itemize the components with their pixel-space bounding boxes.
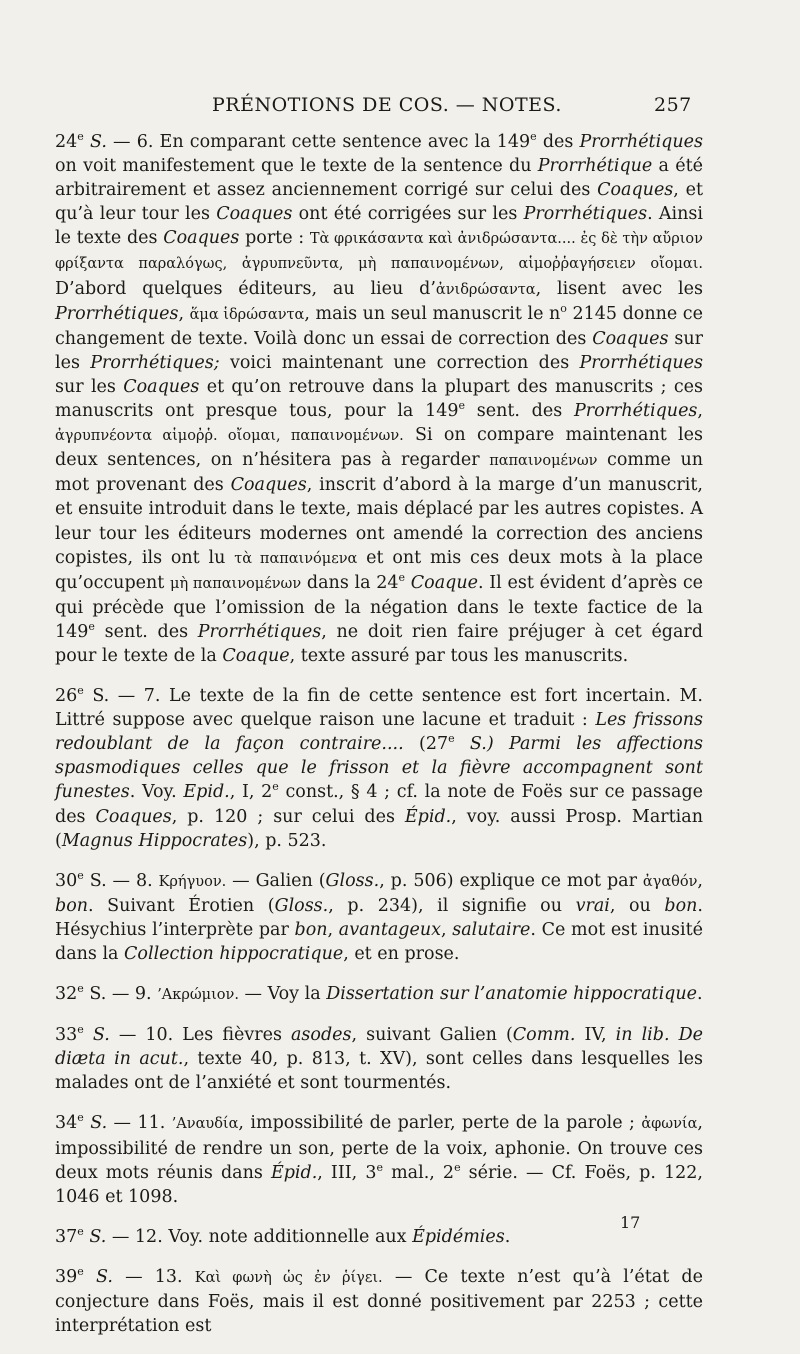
superscript: e bbox=[77, 1265, 84, 1279]
italic-text: Parmi les affections spasmodiques celles que le frisson et la fièvre accompagnent sont funestes bbox=[55, 734, 703, 803]
superscript: e bbox=[272, 780, 279, 794]
italic-text: Prorrhétiques bbox=[523, 204, 648, 225]
text-run: 32 bbox=[55, 984, 78, 1005]
text-run: , bbox=[441, 919, 453, 940]
text-run: sent. des bbox=[94, 621, 198, 642]
greek-text: ἅμα ἱδρώσαντα bbox=[189, 306, 305, 323]
text-run: 2145 donne ce changement de texte. Voilà donc un essai de correction des bbox=[55, 303, 703, 349]
italic-text: bon bbox=[664, 895, 698, 916]
signature-mark: 17 bbox=[620, 1213, 641, 1232]
text-run: IV, bbox=[575, 1025, 616, 1046]
text-run: ), p. 523. bbox=[247, 830, 327, 851]
text-run: dans la 24 bbox=[301, 572, 399, 593]
text-run: a été arbitrairement et assez anciennement corrigé sur celui des bbox=[55, 156, 703, 201]
italic-text: Coaques bbox=[123, 376, 200, 397]
text-run: S. — 8. bbox=[83, 870, 159, 891]
page-number: 257 bbox=[654, 94, 692, 116]
text-run: — Voy la bbox=[238, 984, 327, 1005]
text-run: , suivant Galien ( bbox=[351, 1025, 513, 1046]
italic-text: S. bbox=[83, 1266, 113, 1287]
text-run: , ou bbox=[609, 895, 665, 916]
note-paragraph bbox=[55, 1023, 703, 1095]
italic-text: S.) bbox=[454, 734, 494, 755]
superscript: e bbox=[458, 399, 465, 413]
note-paragraph bbox=[55, 1111, 703, 1208]
text-run: , bbox=[178, 303, 190, 324]
italic-text: Coaque bbox=[405, 572, 478, 593]
text-run: , impossibilité de rendre un son, perte de la voix, aphonie. On trouve ces deux mots réunis dans bbox=[55, 1113, 703, 1183]
superscript: e bbox=[454, 1160, 461, 1174]
italic-text: S. bbox=[83, 132, 107, 152]
italic-text: Les frissons redoublant de la façon contraire.... bbox=[55, 710, 703, 755]
text-run: , III, 3 bbox=[317, 1162, 377, 1183]
text-run: const., § 4 ; cf. la note de Foës sur ce passage des bbox=[55, 782, 703, 827]
superscript: e bbox=[77, 1225, 84, 1239]
note-paragraph bbox=[55, 1225, 703, 1249]
text-run: et qu’on retrouve dans la plupart des manuscrits ; ces manuscrits ont presque tous, pour la 149 bbox=[55, 376, 703, 422]
superscript: e bbox=[77, 982, 84, 996]
superscript: e bbox=[448, 732, 455, 746]
greek-text: ἀγαθόν bbox=[642, 873, 698, 890]
italic-text: Magnus Hippocrates bbox=[61, 830, 248, 851]
italic-text: Coaque bbox=[222, 645, 290, 666]
text-run: , texte 40, p. 813, t. XV), sont celles dans lesquelles les malades ont de l’anxiété et sont tourmentés. bbox=[55, 1049, 704, 1094]
italic-text: Epid. bbox=[183, 782, 230, 803]
italic-text: bon bbox=[55, 895, 89, 916]
text-run: , mais un seul manuscrit le n bbox=[304, 303, 561, 324]
superscript: e bbox=[77, 1023, 84, 1037]
italic-text: Coaques bbox=[163, 228, 240, 249]
italic-text: Épid. bbox=[270, 1162, 318, 1183]
italic-text: S. bbox=[83, 1113, 108, 1134]
italic-text: Gloss. bbox=[325, 870, 380, 891]
italic-text: Comm. bbox=[512, 1025, 576, 1046]
italic-text: in lib. De diæta in acut. bbox=[55, 1025, 703, 1070]
text-run: Si on compare maintenant les deux sentences, on n’hésitera pas à regarder bbox=[55, 425, 703, 471]
italic-text: vrai bbox=[575, 895, 610, 916]
greek-text: τὰ παπαινόμενα bbox=[234, 550, 358, 567]
italic-text: Coaques bbox=[597, 180, 674, 201]
text-run: on voit manifestement que le texte de la sentence du bbox=[55, 156, 538, 177]
italic-text: Prorrhétique bbox=[537, 156, 653, 177]
text-run: — 6. En comparant cette sentence avec la 149 bbox=[106, 132, 531, 152]
text-run: — Galien ( bbox=[226, 870, 326, 891]
text-run: ont été corrigées sur les bbox=[292, 204, 524, 225]
text-run: . Il est évident d’après ce qui précède que l’omission de la négation dans le texte factice de la 149 bbox=[55, 572, 704, 642]
italic-text: Prorrhétiques bbox=[579, 132, 703, 152]
text-run: sent. des bbox=[465, 401, 574, 422]
text-run: , bbox=[697, 401, 703, 422]
italic-text: salutaire bbox=[452, 919, 531, 940]
superscript: e bbox=[77, 868, 84, 882]
running-title: PRÉNOTIONS DE COS. — NOTES. bbox=[212, 94, 562, 116]
italic-text: S. bbox=[83, 1226, 107, 1247]
text-run: porte : bbox=[239, 228, 310, 249]
italic-text: Prorrhétiques bbox=[55, 303, 179, 324]
greek-text: Τὰ φρικάσαντα καὶ ἀνιδρώσαντα.... ἐς δὲ τὴν αὔριον φρίξαντα παραλόγως, ἀγρυπνεῦντα, μὴ παπαινομένων, αἱμοῤῥαγήσειεν οἴομαι. bbox=[55, 231, 703, 273]
italic-text: asodes bbox=[291, 1025, 352, 1046]
italic-text: Collection hippocratique bbox=[124, 944, 344, 964]
italic-text: Prorrhétiques; bbox=[90, 352, 220, 373]
text-run: — 10. Les fièvres bbox=[109, 1025, 291, 1046]
text-run: sur les bbox=[55, 328, 703, 373]
text-run: 33 bbox=[55, 1025, 78, 1046]
text-run: mal., 2 bbox=[382, 1162, 455, 1183]
text-run: série. — Cf. Foës, p. 122, 1046 et 1098. bbox=[55, 1162, 703, 1207]
superscript: e bbox=[376, 1160, 383, 1174]
greek-text: ’Ακρώμιον. bbox=[157, 987, 239, 1004]
text-run: 39 bbox=[55, 1266, 78, 1287]
italic-text: Coaques bbox=[95, 806, 172, 827]
text-run: , impossibilité de parler, perte de la parole ; bbox=[238, 1113, 642, 1134]
greek-text: Κρήγυον. bbox=[158, 873, 227, 890]
note-paragraph bbox=[55, 869, 703, 966]
text-run: et ont mis ces deux mots à la place qu’occupent bbox=[55, 547, 703, 593]
greek-text: ἀγρυπνέοντα αἱμοῤῥ. οἴομαι, παπαινομένων. bbox=[55, 428, 404, 445]
greek-text: Καὶ φωνὴ ὡς ἐν ῥίγει. bbox=[194, 1269, 383, 1286]
text-run: , voy. aussi Prosp. Martian ( bbox=[55, 806, 703, 851]
italic-text: S. bbox=[83, 1025, 110, 1046]
italic-text: Gloss. bbox=[274, 895, 329, 916]
text-run: — 11. bbox=[107, 1113, 172, 1134]
text-run: , p. 506) explique ce mot par bbox=[379, 870, 643, 891]
text-run: . bbox=[504, 1226, 511, 1247]
note-paragraph bbox=[55, 982, 703, 1007]
italic-text: Coaques bbox=[230, 475, 307, 496]
italic-text: Épid. bbox=[404, 806, 452, 827]
greek-text: ἀφωνία bbox=[641, 1116, 698, 1133]
text-run: des bbox=[536, 132, 580, 152]
superscript: e bbox=[530, 130, 537, 144]
text-run: — 12. Voy. note additionnelle aux bbox=[106, 1226, 413, 1247]
text-run: , p. 234), il signifie ou bbox=[328, 895, 576, 916]
italic-text: Épidémies bbox=[412, 1226, 505, 1247]
text-run: D’abord quelques éditeurs, au lieu d’ bbox=[55, 278, 436, 299]
italic-text: Prorrhétiques bbox=[573, 401, 698, 422]
text-run: , et en prose. bbox=[343, 944, 460, 964]
superscript: e bbox=[77, 684, 84, 698]
text-run: voici maintenant une correction des bbox=[219, 352, 580, 373]
text-run: , bbox=[697, 870, 703, 891]
note-paragraph bbox=[55, 130, 703, 668]
text-run: . Voy. bbox=[129, 782, 184, 803]
italic-text: bon bbox=[294, 919, 328, 940]
body-text bbox=[55, 130, 703, 1354]
text-run: S. — 7. Le texte de la fin de cette sentence est fort incertain. M. Littré suppose avec quelque raison une lacune et traduit : bbox=[55, 686, 703, 731]
text-run: 30 bbox=[55, 870, 78, 891]
italic-text: Dissertation sur l’anatomie hippocratique bbox=[326, 984, 698, 1005]
note-paragraph bbox=[55, 1265, 703, 1338]
greek-text: παπαινομένων bbox=[489, 453, 598, 470]
note-paragraph bbox=[55, 684, 703, 853]
greek-text: ἀνιδρώσαντα bbox=[435, 281, 536, 298]
text-run: (27 bbox=[403, 734, 449, 755]
text-run: 37 bbox=[55, 1226, 78, 1247]
text-run: S. — 9. bbox=[83, 984, 158, 1005]
text-run: . Hésychius l’interprète par bbox=[55, 895, 703, 940]
superscript: e bbox=[77, 130, 84, 144]
italic-text: Coaques bbox=[216, 204, 293, 225]
text-run: — 13. bbox=[112, 1266, 195, 1287]
text-run: 24 bbox=[55, 132, 78, 152]
text-run: , texte assuré par tous les manuscrits. bbox=[289, 645, 629, 666]
text-run: comme un mot provenant des bbox=[55, 450, 703, 496]
text-run: , p. 120 ; sur celui des bbox=[171, 806, 405, 827]
italic-text: Coaques bbox=[592, 328, 669, 349]
running-header bbox=[0, 94, 800, 124]
italic-text: Prorrhétiques bbox=[579, 352, 703, 373]
text-run: , lisent avec les bbox=[535, 278, 703, 299]
italic-text: Prorrhétiques bbox=[197, 621, 322, 642]
superscript: e bbox=[398, 570, 406, 584]
text-run: , et qu’à leur tour les bbox=[55, 180, 703, 225]
text-run: , inscrit d’abord à la marge d’un manuscrit, et ensuite introduit dans le texte, mais déplacé par les autres copistes. A leur tour les éditeurs modernes ont amendé la correction des anciens copistes, ils ont lu bbox=[55, 475, 703, 568]
text-run: , bbox=[327, 919, 339, 940]
text-run: , ne doit rien faire préjuger à cet égard pour le texte de la bbox=[55, 621, 703, 666]
text-run: — Ce texte n’est qu’à l’état de conjecture dans Foës, mais il est donné positivement par 2253 ; cette interprétation est bbox=[55, 1266, 703, 1337]
superscript: o bbox=[560, 301, 567, 315]
text-run: . Suivant Érotien ( bbox=[88, 895, 275, 916]
greek-text: μὴ παπαινομένων bbox=[170, 575, 302, 592]
text-run: 34 bbox=[55, 1113, 78, 1134]
superscript: e bbox=[88, 620, 95, 634]
text-run: sur les bbox=[55, 376, 124, 397]
text-run: , I, 2 bbox=[229, 782, 273, 803]
text-run: 26 bbox=[55, 686, 78, 707]
text-run: . Ainsi le texte des bbox=[55, 204, 703, 249]
greek-text: ’Αναυδία bbox=[171, 1116, 239, 1133]
text-run: . Ce mot est inusité dans la bbox=[55, 919, 703, 964]
italic-text: avantageux bbox=[338, 919, 441, 940]
superscript: e bbox=[77, 1111, 84, 1125]
text-run: . bbox=[697, 984, 703, 1005]
